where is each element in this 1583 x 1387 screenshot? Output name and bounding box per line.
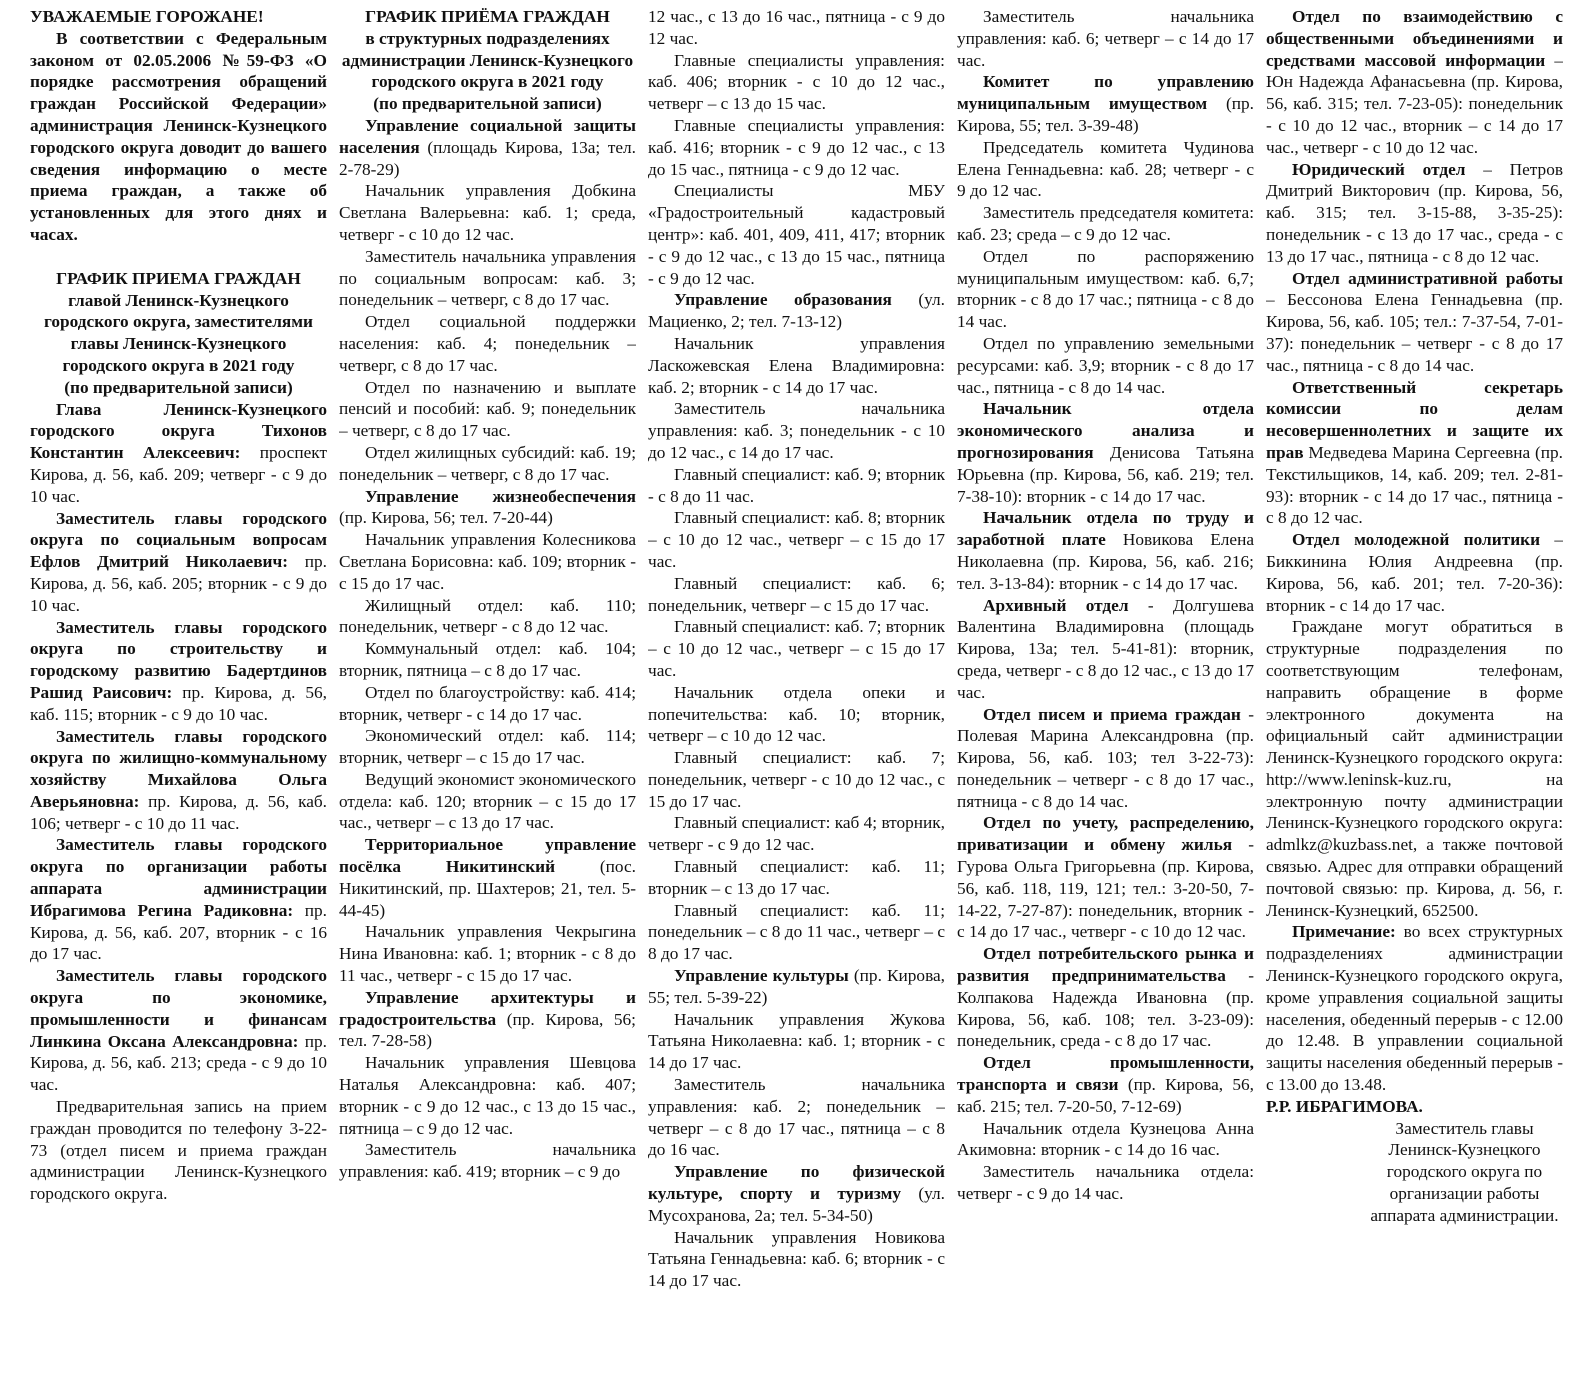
paragraph: Главный специалист: каб. 7; понедельник, четверг - с 10 до 12 час., с 15 до 17 час. xyxy=(648,748,945,811)
notice-title: УВАЖАЕМЫЕ ГОРОЖАНЕ! xyxy=(30,7,264,26)
paragraph: Отдел социальной поддержки населения: каб. 4; понедельник – четверг, с 8 до 17 час. xyxy=(339,312,636,375)
entry-deputy-housing: Заместитель главы городского округа по жилищно-коммунальному хозяйству Михайлова Ольга Аверьяновна: пр. Кирова, д. 56, каб. 106; четверг - с 10 до 11 час. xyxy=(30,726,327,833)
notice-text: В соответствии с Федеральным законом от 02.05.2006 №59-ФЗ «О порядке рассмотрения обращений граждан Российской Федерации» администрация Ленинск-Кузнецкого городского округа доводит до вашего сведения информацию о месте приема граждан, а также об установленных для этого днях и часах. xyxy=(30,28,327,244)
paragraph: Заместитель начальника управления: каб. 3; понедельник - с 10 до 12 час., с 14 до 17 час. xyxy=(648,399,945,462)
paragraph: Ведущий экономист экономического отдела: каб. 120; вторник – с 15 до 17 час., четверг – с 13 до 17 час. xyxy=(339,769,636,833)
section-economic-analysis: Начальник отдела экономического анализа и прогнозирования Денисова Татьяна Юрьевна (пр. Кирова, 56, каб. 219; тел. 7-38-10): вторник - с 14 до 17 час. xyxy=(957,399,1254,506)
paragraph: Главный специалист: каб 4; вторник, четверг - с 9 до 12 час. xyxy=(648,813,945,855)
paragraph: Начальник управления Чекрыгина Нина Ивановна: каб. 1; вторник - с 8 до 11 час., четверг - с 15 до 17 час. xyxy=(339,922,636,986)
section-letters: Отдел писем и приема граждан - Полевая Марина Александровна (пр. Кирова, 56, каб. 103; тел 3-22-73): понедельник – четверг - с 8 до 17 час., пятница - с 8 до 14 час. xyxy=(957,704,1254,811)
appointment-note: Предварительная запись на прием граждан проводится по телефону 3-22-73 (отдел писем и приема граждан администрации Ленинск-Кузнецкого городского округа. xyxy=(30,1097,327,1204)
section-life-support: Управление жизнеобеспечения (пр. Кирова, 56; тел. 7-20-44) xyxy=(339,486,636,528)
schedule-note: (по предварительной записи) xyxy=(64,377,293,397)
structural-title: ГРАФИК ПРИЁМА ГРАЖДАН xyxy=(365,7,610,26)
section-culture: Управление культуры (пр. Кирова, 55; тел. 5-39-22) xyxy=(648,966,945,1007)
column-1 xyxy=(30,6,327,1387)
paragraph: Главный специалист: каб. 11; понедельник – с 8 до 11 час., четверг – с 8 до 17 час. xyxy=(648,900,945,964)
paragraph: Начальник управления Колесникова Светлана Борисовна: каб. 109; вторник - с 15 до 17 час. xyxy=(339,530,636,593)
section-housing-accounting: Отдел по учету, распределению, приватизации и обмену жилья - Гурова Ольга Григорьевна (пр. Кирова, 56, каб. 118, 119, 121; тел.: 3-20-50, 7-14-22, 7-27-87): понедельник, вторник - с 14 до 17 час., четверг - с 10 до 12 час. xyxy=(957,813,1254,942)
column-2 xyxy=(339,6,636,1387)
paragraph: Главный специалист: каб. 7; вторник – с 10 до 12 час., четверг – с 15 до 17 час. xyxy=(648,617,945,680)
entry-deputy-apparatus: Заместитель главы городского округа по организации работы аппарата администрации Ибрагимова Регина Радиковна: пр. Кирова, д. 56, каб. 207, вторник - с 16 до 17 час. xyxy=(30,835,327,964)
paragraph: Начальник управления Добкина Светлана Валерьевна: каб. 1; среда, четверг - с 10 до 12 час. xyxy=(339,181,636,244)
paragraph: Главные специалисты управления: каб. 416; вторник - с 9 до 12 час., с 13 до 15 час., пятница - с 9 до 12 час. xyxy=(648,115,945,179)
paragraph: Отдел по назначению и выплате пенсий и пособий: каб. 9; понедельник – четверг, с 8 до 17 час. xyxy=(339,377,636,441)
paragraph: Экономический отдел: каб. 114; вторник, четверг – с 15 до 17 час. xyxy=(339,726,636,768)
structural-note: (по предварительной записи) xyxy=(373,94,602,114)
column-4 xyxy=(957,6,1254,1387)
section-legal: Юридический отдел – Петров Дмитрий Викторович (пр. Кирова, 56, каб. 315; тел. 3-15-88, 3-35-25): понедельник - с 13 до 17 час., среда - с 13 до 17 час., пятница - с 8 до 12 час. xyxy=(1266,159,1563,266)
structural-subtitle: в структурных подразделениях администрации Ленинск-Кузнецкого городского округа в 2021 году xyxy=(341,28,634,92)
column-3 xyxy=(648,6,945,1387)
paragraph: Начальник управления Жукова Татьяна Николаевна: каб. 1; вторник - с 14 до 17 час. xyxy=(648,1009,945,1073)
paragraph: Главные специалисты управления: каб. 406; вторник - с 10 до 12 час., четверг – с 13 до 15 час. xyxy=(648,50,945,114)
section-education: Управление образования (ул. Мациенко, 2; тел. 7-13-12) xyxy=(648,290,945,332)
paragraph: Начальник отдела опеки и попечительства: каб. 10; вторник, четверг – с 10 до 12 час. xyxy=(648,682,945,746)
section-archive: Архивный отдел - Долгушева Валентина Владимировна (площадь Кирова, 13а; тел. 5-41-81): вторник, среда, четверг - с 8 до 12 час., с 13 до 17 час. xyxy=(957,595,1254,702)
signature-name: Р.Р. ИБРАГИМОВА. xyxy=(1266,1096,1423,1116)
section-media: Отдел по взаимодействию с общественными объединениями и средствами массовой информации – Юн Надежда Афанасьевна (пр. Кирова, 56, каб. 315; тел. 7-23-05): понедельник - с 10 до 12 час., вторник – с 14 до 17 час., четверг - с 10 до 12 час. xyxy=(1266,7,1563,157)
paragraph: Заместитель начальника отдела: четверг - с 9 до 14 час. xyxy=(957,1162,1254,1204)
section-industry: Отдел промышленности, транспорта и связи (пр. Кирова, 56, каб. 215; тел. 7-20-50, 7-12-69) xyxy=(957,1053,1254,1116)
section-youth: Отдел молодежной политики – Биккинина Юлия Андреевна (пр. Кирова, 56, каб. 201; тел. 7-20-36): вторник - с 14 до 17 час. xyxy=(1266,530,1563,615)
signature-role: Заместитель главы Ленинск-Кузнецкого городского округа по организации работы аппарата администрации. xyxy=(1370,1118,1559,1225)
paragraph: Начальник управления Шевцова Наталья Александровна: каб. 407; вторник - с 9 до 12 час., с 13 до 15 час., пятница – с 9 до 12 час. xyxy=(339,1053,636,1138)
column-5 xyxy=(1266,6,1563,1387)
section-juvenile-commission: Ответственный секретарь комиссии по делам несовершеннолетних и защите их прав Медведева Марина Сергеевна (пр. Текстильщиков, 14, каб. 209; тел. 2-81-93): вторник - с 14 до 17 час., пятница - с 8 до 12 час. xyxy=(1266,377,1563,528)
section-consumer-market: Отдел потребительского рынка и развития предпринимательства - Колпакова Надежда Ивановна (пр. Кирова, 56, каб. 108; тел. 3-23-09): понедельник, среда - с 8 до 17 час. xyxy=(957,944,1254,1051)
schedule-title: ГРАФИК ПРИЕМА ГРАЖДАН xyxy=(56,268,301,288)
paragraph: Заместитель начальника управления: каб. 2; понедельник – четверг – с 8 до 17 час., пятница – с 8 до 16 час. xyxy=(648,1075,945,1160)
paragraph: Заместитель председателя комитета: каб. 23; среда – с 9 до 12 час. xyxy=(957,203,1254,244)
paragraph: Главный специалист: каб. 11; вторник – с 13 до 17 час. xyxy=(648,857,945,898)
contacts-paragraph: Граждане могут обратиться в структурные подразделения по соответствующим телефонам, направить обращение в форме электронного документа на официальный сайт администрации Ленинск-Кузнецкого городского округа: http://www.leninsk-kuz.ru, на электронную почту администрации Ленинск-Кузнецкого городского округа: admlkz@kuzbass.net, а также почтовой связью. Адрес для отправки обращений почтовой связью: пр. Кирова, д. 56, г. Ленинск-Кузнецкий, 652500. xyxy=(1266,617,1563,920)
paragraph: Заместитель начальника управления по социальным вопросам: каб. 3; понедельник – четверг, с 8 до 17 час. xyxy=(339,246,636,310)
paragraph: Отдел жилищных субсидий: каб. 19; понедельник – четверг, с 8 до 17 час. xyxy=(339,442,636,484)
paragraph: Начальник управления Новикова Татьяна Геннадьевна: каб. 6; вторник - с 14 до 17 час. xyxy=(648,1227,945,1291)
entry-deputy-economy: Заместитель главы городского округа по экономике, промышленности и финансам Линкина Оксана Александровна: пр. Кирова, д. 56, каб. 213; среда - с 9 до 10 час. xyxy=(30,966,327,1095)
paragraph: Отдел по управлению земельными ресурсами: каб. 3,9; вторник - с 8 до 17 час., пятница - с 8 до 14 час. xyxy=(957,333,1254,397)
entry-deputy-construction: Заместитель главы городского округа по строительству и городскому развитию Бадертдинов Рашид Раисович: пр. Кирова, д. 56, каб. 115; вторник - с 9 до 10 час. xyxy=(30,617,327,724)
paragraph: Председатель комитета Чудинова Елена Геннадьевна: каб. 28; четверг - с 9 до 12 час. xyxy=(957,137,1254,201)
paragraph: Начальник управления Ласкожевская Елена Владимировна: каб. 2; вторник - с 14 до 17 час. xyxy=(648,333,945,397)
paragraph: Главный специалист: каб. 8; вторник – с 10 до 12 час., четверг – с 15 до 17 час. xyxy=(648,508,945,571)
paragraph: Главный специалист: каб. 6; понедельник, четверг – с 15 до 17 час. xyxy=(648,573,945,615)
paragraph: Заместитель начальника управления: каб. 419; вторник – с 9 до xyxy=(339,1140,636,1182)
note-paragraph: Примечание: во всех структурных подразделениях администрации Ленинск-Кузнецкого городского округа, кроме управления социальной защиты населения, обеденный перерыв - с 12.00 до 12.48. В управлении социальной защиты населения обеденный перерыв - с 13.00 до 13.48. xyxy=(1266,922,1563,1095)
paragraph: Коммунальный отдел: каб. 104; вторник, пятница – с 8 до 17 час. xyxy=(339,639,636,680)
paragraph: Специалисты МБУ «Градостроительный кадастровый центр»: каб. 401, 409, 411, 417; вторник - с 9 до 12 час., с 13 до 15 час., пятница - с 9 до 12 час. xyxy=(648,181,945,288)
paragraph: Жилищный отдел: каб. 110; понедельник, четверг - с 8 до 12 час. xyxy=(339,595,636,637)
paragraph: Отдел по распоряжению муниципальным имуществом: каб. 6,7; вторник - с 8 до 17 час.; пятница - с 8 до 14 час. xyxy=(957,246,1254,332)
entry-deputy-social: Заместитель главы городского округа по социальным вопросам Ефлов Дмитрий Николаевич: пр. Кирова, д. 56, каб. 205; вторник - с 9 до 10 час. xyxy=(30,508,327,615)
section-sport: Управление по физической культуре, спорту и туризму (ул. Мусохранова, 2а; тел. 5-34-50) xyxy=(648,1162,945,1225)
paragraph: 12 час., с 13 до 16 час., пятница - с 9 до 12 час. xyxy=(648,7,945,48)
schedule-subtitle: главой Ленинск-Кузнецкого городского округа, заместителями главы Ленинск-Кузнецкого городского округа в 2021 году xyxy=(43,290,313,375)
section-administrative: Отдел административной работы – Бессонова Елена Геннадьевна (пр. Кирова, 56, каб. 105; тел.: 7-37-54, 7-01-37): понедельник – четверг - с 8 до 17 час., пятница - с 8 до 14 час. xyxy=(1266,268,1563,375)
section-labour: Начальник отдела по труду и заработной плате Новикова Елена Николаевна (пр. Кирова, 56, каб. 216; тел. 3-13-84): вторник - с 14 до 17 час. xyxy=(957,508,1254,593)
section-architecture: Управление архитектуры и градостроительства (пр. Кирова, 56; тел. 7-28-58) xyxy=(339,987,636,1051)
paragraph: Заместитель начальника управления: каб. 6; четверг – с 14 до 17 час. xyxy=(957,7,1254,70)
section-nikitinsky: Территориальное управление посёлка Никитинский (пос. Никитинский, пр. Шахтеров; 21, тел. 5-44-45) xyxy=(339,835,636,920)
paragraph: Отдел по благоустройству: каб. 414; вторник, четверг - с 14 до 17 час. xyxy=(339,682,636,724)
paragraph: Главный специалист: каб. 9; вторник - с 8 до 11 час. xyxy=(648,464,945,506)
paragraph: Начальник отдела Кузнецова Анна Акимовна: вторник - с 14 до 16 час. xyxy=(957,1118,1254,1160)
section-social: Управление социальной защиты населения (площадь Кирова, 13а; тел. 2-78-29) xyxy=(339,115,636,179)
entry-head: Глава Ленинск-Кузнецкого городского округа Тихонов Константин Алексеевич: проспект Кирова, д. 56, каб. 209; четверг - с 9 до 10 час. xyxy=(30,399,327,506)
section-property-committee: Комитет по управлению муниципальным имуществом (пр. Кирова, 55; тел. 3-39-48) xyxy=(957,72,1254,135)
